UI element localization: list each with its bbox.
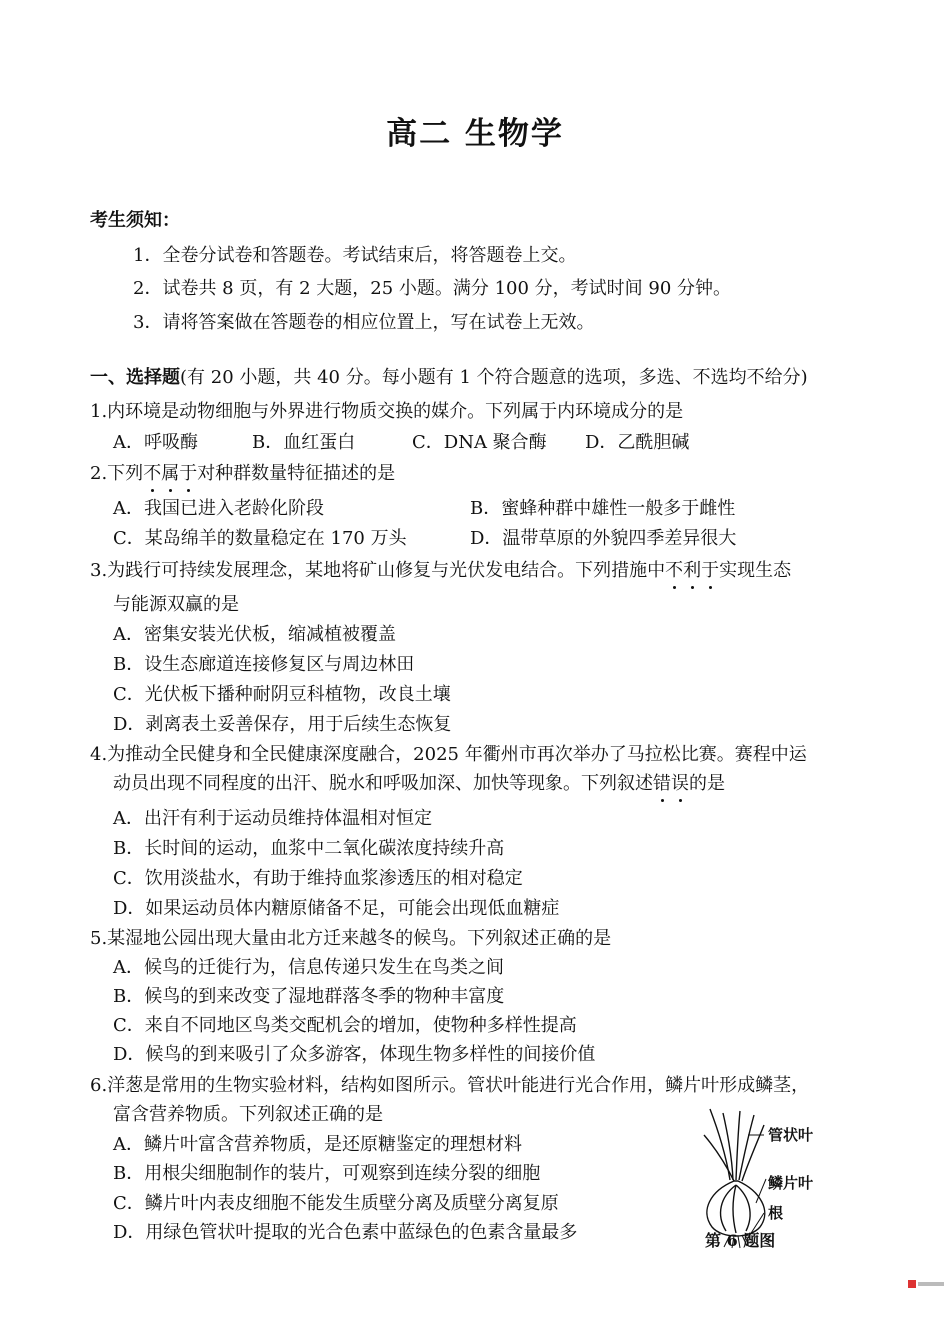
- question-2-option-d: D．温带草原的外貌四季差异很大: [470, 528, 737, 549]
- question-3-option-a: A．密集安装光伏板，缩减植被覆盖: [113, 624, 396, 645]
- watermark-logo: [908, 1279, 946, 1289]
- question-1-stem: 1.内环境是动物细胞与外界进行物质交换的媒介。下列属于内环境成分的是: [90, 401, 684, 422]
- notice-item-2: 2．试卷共 8 页，有 2 大题，25 小题。满分 100 分，考试时间 90 分钟。: [133, 278, 732, 299]
- figure-label-root: 根: [768, 1204, 784, 1222]
- notice-item-1: 1．全卷分试卷和答题卷。考试结束后，将答题卷上交。: [133, 245, 577, 266]
- question-2-stem: [90, 462, 395, 486]
- question-2-stem-end: 对种群数量特征描述的是: [197, 463, 396, 484]
- emphasis-char: 利: [683, 560, 702, 581]
- question-4-stem-line1: 4.为推动全民健身和全民健康深度融合，2025 年衢州市再次举办了马拉松比赛。赛程中运: [90, 744, 807, 765]
- question-4-stem-start: 动员出现不同程度的出汗、脱水和呼吸加深、加快等现象。下列叙述: [113, 773, 653, 794]
- question-3-option-d: D．剥离表土妥善保存，用于后续生态恢复: [113, 714, 452, 735]
- emphasis-char: 错: [653, 773, 671, 794]
- question-6-option-c: C．鳞片叶内表皮细胞不能发生质壁分离及质壁分离复原: [113, 1193, 559, 1214]
- section-heading: [90, 366, 808, 390]
- emphasis-char: 于: [701, 560, 720, 581]
- question-3-option-b: B．设生态廊道连接修复区与周边林田: [113, 654, 415, 675]
- figure-caption: 第 6 题图: [705, 1231, 776, 1250]
- question-6-option-b: B．用根尖细胞制作的装片，可观察到连续分裂的细胞: [113, 1163, 541, 1184]
- question-4-stem-end: 的是: [689, 773, 725, 794]
- question-5-option-b: B．候鸟的到来改变了湿地群落冬季的物种丰富度: [113, 986, 505, 1007]
- question-5-option-d: D．候鸟的到来吸引了众多游客，体现生物多样性的间接价值: [113, 1044, 596, 1065]
- emphasis-char: 属: [161, 463, 180, 484]
- question-3-stem-end: 实现生态: [719, 560, 792, 581]
- notice-heading: 考生须知：: [90, 210, 180, 231]
- emphasis-char: 于: [179, 463, 198, 484]
- question-1-option-c: C．DNA 聚合酶: [412, 432, 547, 453]
- section-heading-note: (有 20 小题，共 40 分。每小题有 1 个符合题意的选项，多选、不选均不给分): [180, 367, 808, 388]
- question-5-option-a: A．候鸟的迁徙行为，信息传递只发生在鸟类之间: [113, 957, 504, 978]
- question-3-option-c: C．光伏板下播种耐阴豆科植物，改良土壤: [113, 684, 451, 705]
- question-1-option-a: A．呼吸酶: [113, 432, 198, 453]
- question-6-option-a: A．鳞片叶富含营养物质，是还原糖鉴定的理想材料: [113, 1134, 522, 1155]
- question-2-option-a: A．我国已进入老龄化阶段: [113, 498, 324, 519]
- question-4-option-b: B．长时间的运动，血浆中二氧化碳浓度持续升高: [113, 838, 505, 859]
- question-3-stem: [90, 559, 791, 583]
- question-6-option-d: D．用绿色管状叶提取的光合色素中蓝绿色的色素含量最多: [113, 1222, 578, 1243]
- question-2-option-c: C．某岛绵羊的数量稳定在 170 万头: [113, 528, 407, 549]
- tubular-leaves-drawing: [704, 1109, 764, 1181]
- question-4-stem-line2: [113, 772, 725, 796]
- question-2-stem-start: 2.下列: [90, 463, 144, 484]
- exam-title: 高二 生物学: [386, 116, 564, 152]
- question-4-option-c: C．饮用淡盐水，有助于维持血浆渗透压的相对稳定: [113, 868, 523, 889]
- emphasis-char: 误: [671, 773, 689, 794]
- question-1-option-d: D．乙酰胆碱: [585, 432, 690, 453]
- question-1-option-b: B．血红蛋白: [252, 432, 356, 453]
- question-5-option-c: C．来自不同地区鸟类交配机会的增加，使物种多样性提高: [113, 1015, 577, 1036]
- question-3-stem-line2: 与能源双赢的是: [113, 594, 239, 615]
- question-2-option-b: B．蜜蜂种群中雄性一般多于雌性: [470, 498, 736, 519]
- notice-item-3: 3．请将答案做在答题卷的相应位置上，写在试卷上无效。: [133, 312, 595, 333]
- question-5-stem: 5.某湿地公园出现大量由北方迁来越冬的候鸟。下列叙述正确的是: [90, 928, 612, 949]
- question-4-option-d: D．如果运动员体内糖原储备不足，可能会出现低血糖症: [113, 898, 560, 919]
- question-6-stem-line2: 富含营养物质。下列叙述正确的是: [113, 1104, 383, 1125]
- emphasis-char: 不: [665, 560, 684, 581]
- emphasis-char: 不: [143, 463, 162, 484]
- question-4-option-a: A．出汗有利于运动员维持体温相对恒定: [113, 808, 432, 829]
- section-heading-label: 一、选择题: [90, 367, 180, 388]
- figure-label-tubular-leaf: 管状叶: [768, 1126, 814, 1144]
- question-6-stem-line1: 6.洋葱是常用的生物实验材料，结构如图所示。管状叶能进行光合作用，鳞片叶形成鳞茎，: [90, 1075, 810, 1096]
- question-3-stem-start: 3.为践行可持续发展理念，某地将矿山修复与光伏发电结合。下列措施中: [90, 560, 666, 581]
- figure-label-scale-leaf: 鳞片叶: [768, 1174, 814, 1192]
